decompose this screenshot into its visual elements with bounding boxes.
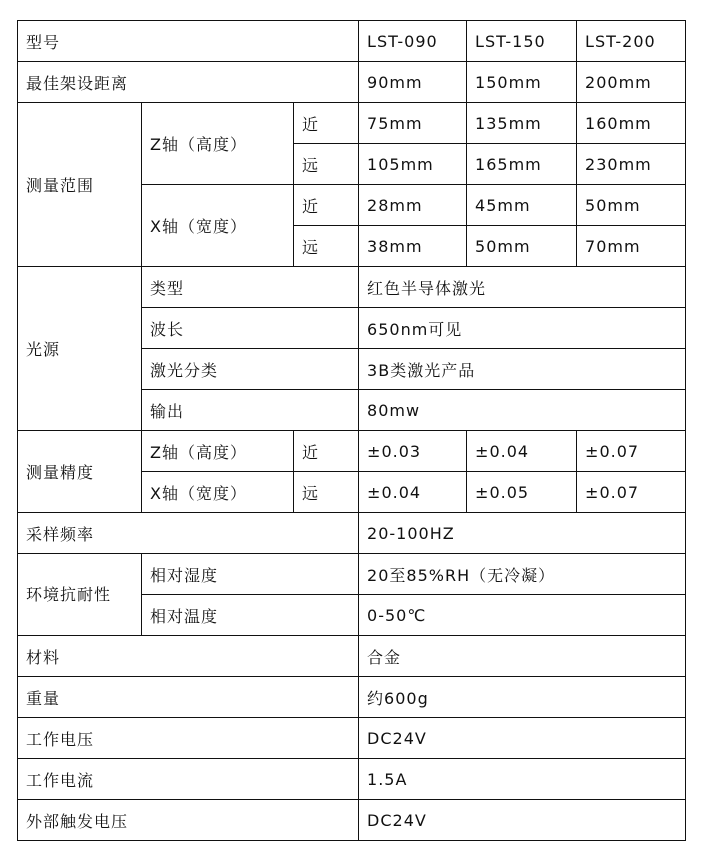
light-row-name: 输出 — [142, 390, 359, 431]
distance-value: 150mm — [467, 62, 577, 103]
precision-z-axis: Z轴（高度） — [142, 431, 294, 472]
range-near: 近 — [294, 185, 359, 226]
model-lst-090: LST-090 — [359, 21, 467, 62]
precision-far: 远 — [294, 472, 359, 513]
env-humidity-name: 相对湿度 — [142, 554, 359, 595]
sampling-label: 采样频率 — [18, 513, 359, 554]
light-row-name: 类型 — [142, 267, 359, 308]
precision-value: ±0.07 — [577, 431, 686, 472]
light-row-value: 3B类激光产品 — [359, 349, 686, 390]
light-row-value: 红色半导体激光 — [359, 267, 686, 308]
precision-near: 近 — [294, 431, 359, 472]
range-value: 28mm — [359, 185, 467, 226]
env-humidity-value: 20至85%RH（无冷凝） — [359, 554, 686, 595]
range-value: 38mm — [359, 226, 467, 267]
light-label: 光源 — [18, 267, 142, 431]
row-weight — [18, 677, 686, 718]
range-z-axis: Z轴（高度） — [142, 103, 294, 185]
precision-value: ±0.03 — [359, 431, 467, 472]
row-current — [18, 759, 686, 800]
row-distance — [18, 62, 686, 103]
range-near: 近 — [294, 103, 359, 144]
range-value: 50mm — [577, 185, 686, 226]
precision-label: 测量精度 — [18, 431, 142, 513]
range-value: 50mm — [467, 226, 577, 267]
light-row-name: 波长 — [142, 308, 359, 349]
range-value: 45mm — [467, 185, 577, 226]
sampling-value: 20-100HZ — [359, 513, 686, 554]
range-value: 135mm — [467, 103, 577, 144]
trigger-value: DC24V — [359, 800, 686, 841]
light-row-value: 650nm可见 — [359, 308, 686, 349]
current-value: 1.5A — [359, 759, 686, 800]
voltage-value: DC24V — [359, 718, 686, 759]
row-range-z-near — [18, 103, 686, 144]
range-far: 远 — [294, 144, 359, 185]
range-far: 远 — [294, 226, 359, 267]
distance-value: 90mm — [359, 62, 467, 103]
range-value: 230mm — [577, 144, 686, 185]
range-value: 70mm — [577, 226, 686, 267]
range-value: 165mm — [467, 144, 577, 185]
env-temperature-value: 0-50℃ — [359, 595, 686, 636]
model-lst-200: LST-200 — [577, 21, 686, 62]
row-voltage — [18, 718, 686, 759]
row-precision-z — [18, 431, 686, 472]
range-label: 测量范围 — [18, 103, 142, 267]
precision-value: ±0.07 — [577, 472, 686, 513]
precision-value: ±0.05 — [467, 472, 577, 513]
range-x-axis: X轴（宽度） — [142, 185, 294, 267]
row-env-humidity — [18, 554, 686, 595]
trigger-label: 外部触发电压 — [18, 800, 359, 841]
env-label: 环境抗耐性 — [18, 554, 142, 636]
row-trigger — [18, 800, 686, 841]
row-material — [18, 636, 686, 677]
weight-label: 重量 — [18, 677, 359, 718]
light-row-name: 激光分类 — [142, 349, 359, 390]
row-light-type — [18, 267, 686, 308]
weight-value: 约600g — [359, 677, 686, 718]
spec-table — [17, 20, 686, 841]
range-value: 160mm — [577, 103, 686, 144]
material-value: 合金 — [359, 636, 686, 677]
precision-x-axis: X轴（宽度） — [142, 472, 294, 513]
material-label: 材料 — [18, 636, 359, 677]
model-lst-150: LST-150 — [467, 21, 577, 62]
model-label: 型号 — [18, 21, 359, 62]
row-model — [18, 21, 686, 62]
row-sampling — [18, 513, 686, 554]
precision-value: ±0.04 — [359, 472, 467, 513]
light-row-value: 80mw — [359, 390, 686, 431]
current-label: 工作电流 — [18, 759, 359, 800]
range-value: 105mm — [359, 144, 467, 185]
env-temperature-name: 相对温度 — [142, 595, 359, 636]
distance-value: 200mm — [577, 62, 686, 103]
distance-label: 最佳架设距离 — [18, 62, 359, 103]
range-value: 75mm — [359, 103, 467, 144]
precision-value: ±0.04 — [467, 431, 577, 472]
voltage-label: 工作电压 — [18, 718, 359, 759]
